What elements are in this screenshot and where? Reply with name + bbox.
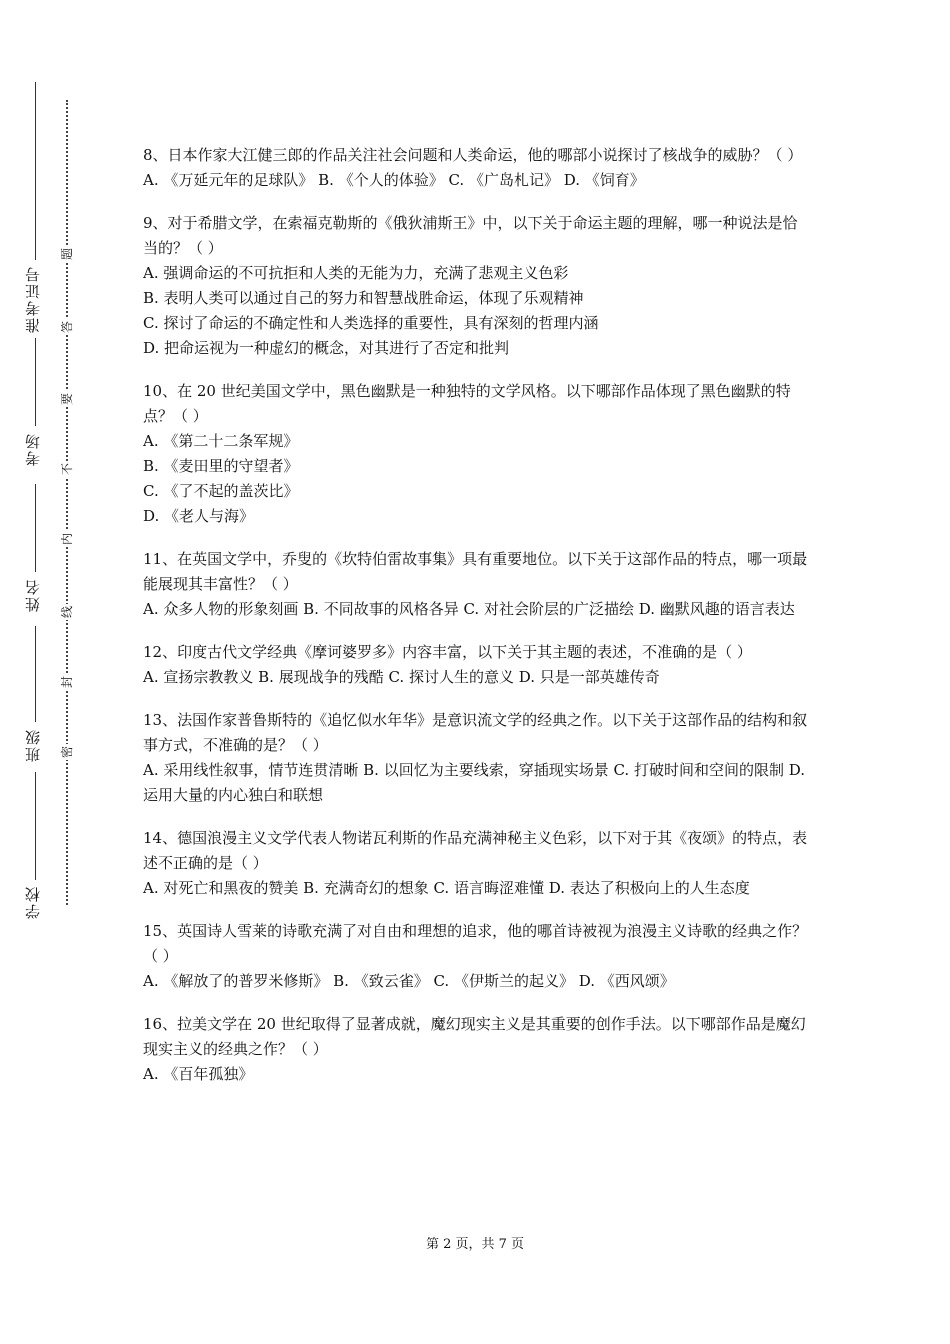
question-stem: 12、印度古代文学经典《摩诃婆罗多》内容丰富，以下关于其主题的表述，不准确的是（ ）	[143, 643, 752, 661]
option-b: B. 表明人类可以通过自己的努力和智慧战胜命运，体现了乐观精神	[143, 289, 584, 307]
option-a: A. 强调命运的不可抗拒和人类的无能为力，充满了悲观主义色彩	[143, 264, 569, 282]
page-number: 第 2 页，共 7 页	[425, 1237, 525, 1252]
question-11	[143, 547, 811, 622]
field-label-name: 姓名	[24, 578, 42, 612]
field-label-exam-room: 考场	[24, 432, 42, 466]
option-d: D. 把命运视为一种虚幻的概念，对其进行了否定和批判	[143, 339, 510, 357]
seal-dotted-line	[66, 100, 68, 905]
fill-line-class	[35, 626, 36, 722]
option-b: B. 《麦田里的守望者》	[143, 457, 299, 475]
question-stem: 10、在 20 世纪美国文学中，黑色幽默是一种独特的文学风格。以下哪部作品体现了黑色幽默的特点？（ ）	[143, 382, 791, 425]
question-stem: 16、拉美文学在 20 世纪取得了显著成就，魔幻现实主义是其重要的创作手法。以下哪部作品是魔幻现实主义的经典之作？（ ）	[143, 1015, 806, 1058]
question-stem: 14、德国浪漫主义文学代表人物诺瓦利斯的作品充满神秘主义色彩，以下对于其《夜颂》的特点，表述不正确的是（ ）	[143, 829, 808, 872]
field-label-ticket-number: 准考证号	[24, 265, 42, 333]
fill-line-exam-room	[35, 338, 36, 426]
question-options: A. 众多人物的形象刻画 B. 不同故事的风格各异 C. 对社会阶层的广泛描绘 D. 幽默风趣的语言表达	[143, 600, 795, 618]
question-15	[143, 919, 811, 994]
question-options: A. 宣扬宗教教义 B. 展现战争的残酷 C. 探讨人生的意义 D. 只是一部英雄传奇	[143, 668, 660, 686]
question-stem: 15、英国诗人雪莱的诗歌充满了对自由和理想的追求，他的哪首诗被视为浪漫主义诗歌的经典之作？（ ）	[143, 922, 808, 965]
option-c: C. 《了不起的盖茨比》	[143, 482, 299, 500]
seal-char-bu: 不	[60, 463, 74, 476]
question-stem: 9、对于希腊文学，在索福克勒斯的《俄狄浦斯王》中，以下关于命运主题的理解，哪一种说法是恰当的？（ ）	[143, 214, 798, 257]
fill-line-name	[35, 484, 36, 572]
fill-line-school	[35, 772, 36, 880]
question-14	[143, 826, 811, 901]
seal-char-feng: 封	[60, 676, 74, 689]
question-options: A. 《万延元年的足球队》 B. 《个人的体验》 C. 《广岛札记》 D. 《饲育》	[143, 171, 645, 189]
option-c: C. 探讨了命运的不确定性和人类选择的重要性，具有深刻的哲理内涵	[143, 314, 599, 332]
question-13	[143, 708, 811, 808]
seal-char-yao: 要	[60, 393, 74, 406]
question-options: A. 《解放了的普罗米修斯》 B. 《致云雀》 C. 《伊斯兰的起义》 D. 《西风颂》	[143, 972, 675, 990]
seal-char-xian: 线	[60, 606, 74, 619]
question-stem: 13、法国作家普鲁斯特的《追忆似水年华》是意识流文学的经典之作。以下关于这部作品的结构和叙事方式，不准确的是？（ ）	[143, 711, 808, 754]
question-stem: 11、在英国文学中，乔叟的《坎特伯雷故事集》具有重要地位。以下关于这部作品的特点，哪一项最能展现其丰富性？（ ）	[143, 550, 808, 593]
question-16	[143, 1012, 811, 1087]
question-options: A. 对死亡和黑夜的赞美 B. 充满奇幻的想象 C. 语言晦涩难懂 D. 表达了积极向上的人生态度	[143, 879, 750, 897]
question-list	[143, 143, 811, 1105]
question-12	[143, 640, 811, 690]
seal-char-mi: 密	[60, 746, 74, 759]
seal-char-nei: 内	[60, 533, 74, 546]
seal-char-da: 答	[60, 321, 74, 334]
question-8	[143, 143, 811, 193]
question-10	[143, 379, 811, 529]
field-label-class: 班级	[24, 728, 42, 762]
option-a: A. 《第二十二条军规》	[143, 432, 299, 450]
question-9	[143, 211, 811, 361]
question-stem: 8、日本作家大江健三郎的作品关注社会问题和人类命运，他的哪部小说探讨了核战争的威胁？（ ）	[143, 146, 803, 164]
seal-char-ti: 题	[60, 248, 74, 261]
option-a: A. 《百年孤独》	[143, 1065, 254, 1083]
option-d: D. 《老人与海》	[143, 507, 255, 525]
question-options: A. 采用线性叙事，情节连贯清晰 B. 以回忆为主要线索，穿插现实场景 C. 打破时间和空间的限制 D. 运用大量的内心独白和联想	[143, 761, 805, 804]
fill-line-ticket-number	[35, 82, 36, 260]
field-label-school: 学校	[24, 885, 42, 919]
